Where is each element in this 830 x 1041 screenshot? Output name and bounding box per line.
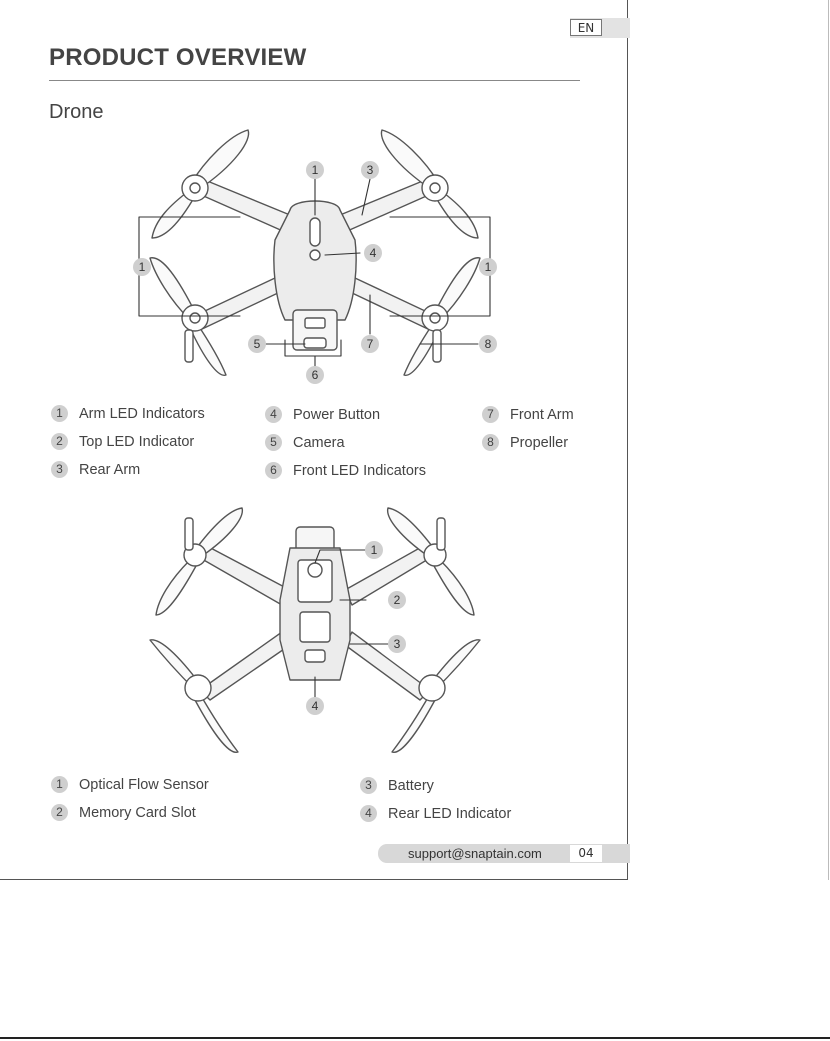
- legend-number: 1: [51, 405, 68, 422]
- drone-body: [274, 201, 356, 350]
- callout-label: 5: [253, 337, 261, 351]
- legend-item: [482, 406, 574, 423]
- callout-label: 1: [311, 163, 319, 177]
- callout-label: 6: [311, 368, 319, 382]
- callout-label: 1: [370, 543, 378, 557]
- page-title: PRODUCT OVERVIEW: [49, 44, 307, 71]
- callout-label: 7: [366, 337, 374, 351]
- legend-label: Propeller: [510, 434, 569, 451]
- legend-label: Battery: [388, 777, 434, 794]
- legend-number: 4: [265, 406, 282, 423]
- legend-label: Top LED Indicator: [79, 433, 195, 450]
- support-email: support@snaptain.com: [408, 846, 542, 861]
- legend-item: [265, 462, 426, 479]
- legend-label: Front Arm: [510, 406, 574, 423]
- callout-label: 3: [393, 637, 401, 651]
- legend-item: [51, 804, 196, 821]
- legend-label: Memory Card Slot: [79, 804, 196, 821]
- legend-item: [51, 776, 209, 793]
- legend-item: [265, 434, 345, 451]
- callout-label: 3: [366, 163, 374, 177]
- callout-label: 4: [369, 246, 377, 260]
- legend-number: 4: [360, 805, 377, 822]
- legend-item: [51, 461, 140, 478]
- legend-number: 7: [482, 406, 499, 423]
- legend-item: [51, 405, 205, 422]
- callout-label: 1: [484, 260, 492, 274]
- legend-label: Front LED Indicators: [293, 462, 426, 479]
- legend-item: [360, 777, 434, 794]
- legend-label: Rear Arm: [79, 461, 141, 478]
- legend-label: Camera: [293, 434, 345, 451]
- legend-number: 2: [51, 433, 68, 450]
- legend-item: [482, 434, 568, 451]
- legend-number: 6: [265, 462, 282, 479]
- legend-item: [265, 406, 380, 423]
- legend-label: Power Button: [293, 406, 381, 423]
- legend-number: 3: [51, 461, 68, 478]
- legend-number: 1: [51, 776, 68, 793]
- callout-label: 4: [311, 699, 319, 713]
- legend-item: [360, 805, 511, 822]
- legend-label: Arm LED Indicators: [79, 405, 205, 422]
- section-title: Drone: [49, 101, 104, 123]
- legend-number: 2: [51, 804, 68, 821]
- legend-item: [51, 433, 194, 450]
- legend-number: 3: [360, 777, 377, 794]
- legend-number: 8: [482, 434, 499, 451]
- callout-label: 1: [138, 260, 146, 274]
- legend-label: Rear LED Indicator: [388, 805, 512, 822]
- legend-label: Optical Flow Sensor: [79, 776, 209, 793]
- callout-label: 8: [484, 337, 492, 351]
- legend-number: 5: [265, 434, 282, 451]
- language-badge: EN: [570, 19, 602, 36]
- page-number: 04: [570, 845, 602, 862]
- callout-label: 2: [393, 593, 401, 607]
